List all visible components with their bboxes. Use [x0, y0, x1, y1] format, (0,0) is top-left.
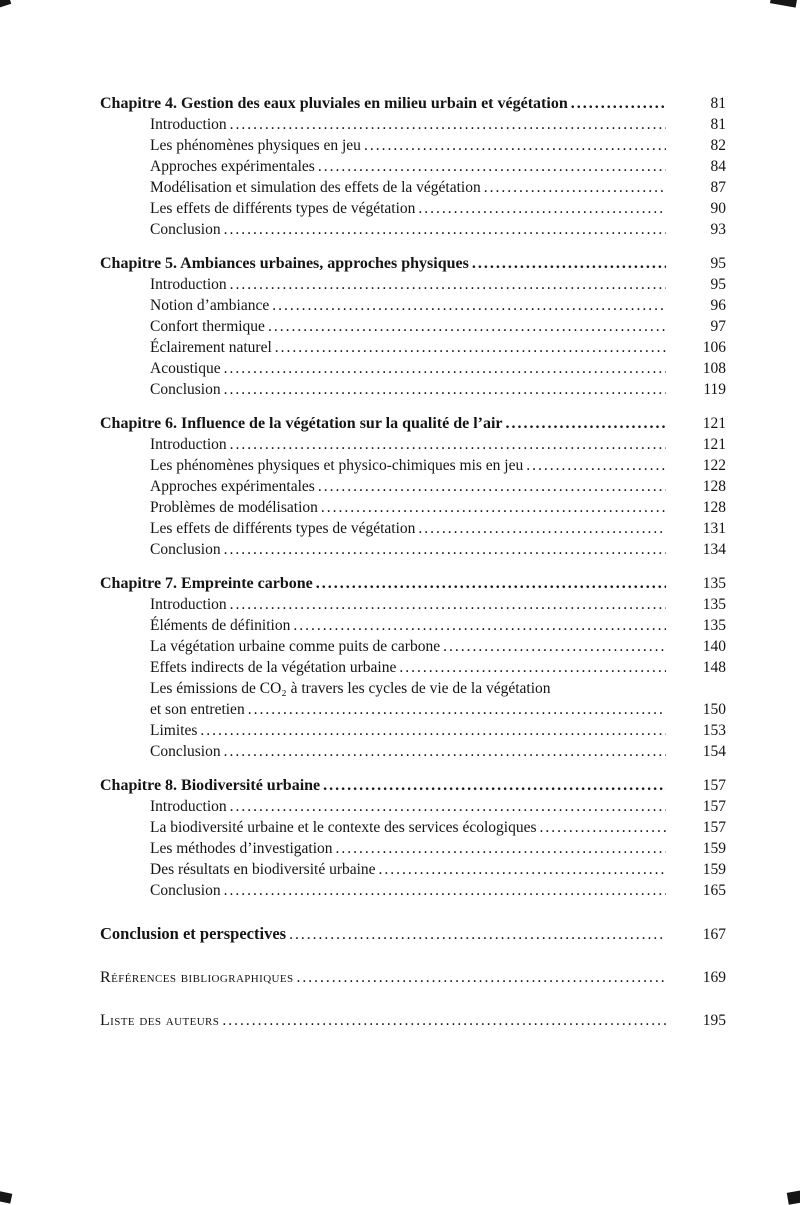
dot-leader	[297, 967, 666, 988]
dot-leader	[272, 295, 666, 316]
dot-leader	[526, 455, 666, 476]
chapter-page-number: 157	[702, 777, 726, 794]
entry-title: Effets indirects de la végétation urbaine	[150, 659, 397, 676]
entry-title: Introduction	[150, 116, 227, 133]
entry-title: Problèmes de modélisation	[150, 499, 318, 516]
dot-leader	[321, 497, 666, 518]
entry-title: Les effets de différents types de végétation	[150, 200, 416, 217]
toc-entry-row	[100, 358, 726, 379]
entry-title: Conclusion	[150, 541, 221, 558]
dot-leader	[230, 114, 666, 135]
entry-title: Conclusion	[150, 743, 221, 760]
entry-title: Introduction	[150, 798, 227, 815]
toc-entry-row	[100, 859, 726, 880]
entry-title: Conclusion	[150, 221, 221, 238]
entry-page-number: 154	[702, 743, 726, 760]
chapter-title: Chapitre 6. Influence de la végétation sur la qualité de l’air	[100, 415, 503, 432]
toc-entry-row	[100, 219, 726, 240]
dot-leader	[224, 358, 666, 379]
toc-entry-row	[100, 796, 726, 817]
toc-section-chapter-7	[100, 573, 726, 762]
toc-entry-row	[100, 880, 726, 901]
toc-entry-row	[100, 337, 726, 358]
entry-title: Confort thermique	[150, 318, 265, 335]
toc-entry-row	[100, 434, 726, 455]
dot-leader	[222, 1010, 666, 1031]
toc-entry-row	[100, 156, 726, 177]
dot-leader	[506, 413, 666, 434]
toc-section-chapter-4	[100, 93, 726, 240]
dot-leader	[571, 93, 666, 114]
entry-title: Notion d’ambiance	[150, 297, 270, 314]
closing-page-number: 195	[702, 1012, 726, 1029]
entry-page-number: 84	[710, 158, 726, 175]
entry-title: Conclusion	[150, 381, 221, 398]
entry-title: Les méthodes d’investigation	[150, 840, 333, 857]
dot-leader	[399, 657, 666, 678]
table-of-contents-page	[100, 93, 726, 1031]
entry-page-number: 157	[702, 819, 726, 836]
toc-section-chapter-5	[100, 253, 726, 400]
toc-entry-row	[100, 114, 726, 135]
entry-title: Modélisation et simulation des effets de la végétation	[150, 179, 481, 196]
chapter-title: Chapitre 8. Biodiversité urbaine	[100, 777, 321, 794]
toc-entry-row	[100, 518, 726, 539]
entry-title: Des résultats en biodiversité urbaine	[150, 861, 376, 878]
entry-title: Les phénomènes physiques en jeu	[150, 137, 361, 154]
entry-page-number: 134	[702, 541, 726, 558]
dot-leader	[316, 573, 666, 594]
toc-entry-row	[100, 817, 726, 838]
dot-leader	[418, 518, 666, 539]
toc-entry-row	[100, 741, 726, 762]
chapter-title: Chapitre 4. Gestion des eaux pluviales en milieu urbain et végétation	[100, 95, 568, 112]
entry-title: La biodiversité urbaine et le contexte des services écologiques	[150, 819, 537, 836]
entry-page-number: 135	[702, 596, 726, 613]
entry-page-number: 106	[702, 339, 726, 356]
chapter-page-number: 135	[702, 575, 726, 592]
entry-title: Les émissions de CO₂ à travers les cycles de vie de la végétation	[150, 680, 551, 697]
dot-leader	[224, 539, 666, 560]
entry-title: Les effets de différents types de végétation	[150, 520, 416, 537]
dot-leader	[323, 775, 666, 796]
toc-entry-row	[100, 198, 726, 219]
entry-title: Introduction	[150, 436, 227, 453]
dot-leader	[318, 476, 666, 497]
entry-page-number: 131	[702, 520, 726, 537]
dot-leader	[379, 859, 666, 880]
entry-page-number: 121	[702, 436, 726, 453]
entry-page-number: 153	[702, 722, 726, 739]
dot-leader	[540, 817, 667, 838]
toc-entry-row	[100, 177, 726, 198]
toc-entry-row	[100, 615, 726, 636]
toc-closing-row-references	[100, 967, 726, 988]
dot-leader	[224, 379, 666, 400]
entry-page-number: 96	[710, 297, 726, 314]
toc-entry-row	[100, 657, 726, 678]
scan-artifact-bottom-left	[0, 1191, 12, 1204]
toc-entry-row	[100, 636, 726, 657]
entry-page-number: 122	[702, 457, 726, 474]
dot-leader	[275, 337, 666, 358]
toc-entry-row	[100, 274, 726, 295]
dot-leader	[230, 594, 666, 615]
entry-page-number: 128	[702, 478, 726, 495]
entry-title-continuation: et son entretien	[150, 701, 245, 718]
chapter-page-number: 95	[710, 255, 726, 272]
dot-leader	[224, 880, 666, 901]
dot-leader	[224, 219, 666, 240]
dot-leader	[364, 135, 666, 156]
dot-leader	[268, 316, 666, 337]
entry-page-number: 119	[703, 381, 726, 398]
closing-page-number: 167	[702, 926, 726, 943]
toc-entry-row	[100, 135, 726, 156]
entry-title: Acoustique	[150, 360, 221, 377]
toc-entry-row	[100, 455, 726, 476]
entry-title: La végétation urbaine comme puits de carbone	[150, 638, 441, 655]
dot-leader	[200, 720, 666, 741]
entry-page-number: 128	[702, 499, 726, 516]
scan-artifact-top-left	[0, 0, 11, 8]
toc-entry-row	[100, 720, 726, 741]
chapter-page-number: 81	[710, 95, 726, 112]
chapter-page-number: 121	[702, 415, 726, 432]
dot-leader	[289, 924, 666, 945]
toc-closing-row-authors	[100, 1010, 726, 1031]
entry-page-number: 165	[702, 882, 726, 899]
dot-leader	[418, 198, 666, 219]
dot-leader	[336, 838, 666, 859]
closing-title: Liste des auteurs	[100, 1012, 220, 1029]
closing-title: Conclusion et perspectives	[100, 924, 287, 943]
entry-title: Conclusion	[150, 882, 221, 899]
toc-entry-row-wrapped-line2	[100, 699, 726, 720]
entry-title: Éléments de définition	[150, 617, 291, 634]
toc-entry-row	[100, 539, 726, 560]
entry-page-number: 97	[710, 318, 726, 335]
chapter-row	[100, 93, 726, 114]
entry-title: Introduction	[150, 596, 227, 613]
entry-page-number: 82	[710, 137, 726, 154]
chapter-row	[100, 253, 726, 274]
toc-entry-row	[100, 497, 726, 518]
closing-title: Références bibliographiques	[100, 969, 294, 986]
toc-closing-row-conclusion	[100, 923, 726, 945]
entry-title: Approches expérimentales	[150, 158, 315, 175]
dot-leader	[484, 177, 666, 198]
entry-page-number: 140	[702, 638, 726, 655]
entry-page-number: 90	[710, 200, 726, 217]
dot-leader	[443, 636, 666, 657]
chapter-row	[100, 413, 726, 434]
toc-section-chapter-8	[100, 775, 726, 901]
entry-page-number: 108	[702, 360, 726, 377]
scan-artifact-bottom-right	[787, 1190, 800, 1205]
chapter-title: Chapitre 5. Ambiances urbaines, approches physiques	[100, 255, 469, 272]
entry-page-number: 157	[702, 798, 726, 815]
entry-page-number: 148	[702, 659, 726, 676]
toc-entry-row	[100, 594, 726, 615]
dot-leader	[230, 274, 666, 295]
dot-leader	[230, 434, 666, 455]
entry-page-number: 93	[710, 221, 726, 238]
toc-entry-row	[100, 295, 726, 316]
closing-page-number: 169	[702, 969, 726, 986]
entry-page-number: 95	[710, 276, 726, 293]
chapter-row	[100, 775, 726, 796]
scan-artifact-top-right	[770, 0, 797, 8]
entry-page-number: 81	[710, 116, 726, 133]
dot-leader	[248, 699, 666, 720]
chapter-title: Chapitre 7. Empreinte carbone	[100, 575, 313, 592]
entry-title: Éclairement naturel	[150, 339, 272, 356]
dot-leader	[472, 253, 666, 274]
toc-entry-row	[100, 316, 726, 337]
chapter-row	[100, 573, 726, 594]
toc-entry-row-wrapped-line1	[100, 678, 726, 699]
dot-leader	[230, 796, 666, 817]
entry-title: Limites	[150, 722, 198, 739]
entry-page-number: 159	[702, 840, 726, 857]
dot-leader	[318, 156, 666, 177]
entry-page-number: 159	[702, 861, 726, 878]
entry-page-number: 150	[702, 701, 726, 718]
dot-leader	[224, 741, 666, 762]
toc-entry-row	[100, 476, 726, 497]
entry-title: Introduction	[150, 276, 227, 293]
toc-entry-row	[100, 379, 726, 400]
entry-page-number: 87	[710, 179, 726, 196]
dot-leader	[293, 615, 666, 636]
toc-entry-row	[100, 838, 726, 859]
entry-title: Approches expérimentales	[150, 478, 315, 495]
toc-section-chapter-6	[100, 413, 726, 560]
entry-title: Les phénomènes physiques et physico-chimiques mis en jeu	[150, 457, 524, 474]
entry-page-number: 135	[702, 617, 726, 634]
